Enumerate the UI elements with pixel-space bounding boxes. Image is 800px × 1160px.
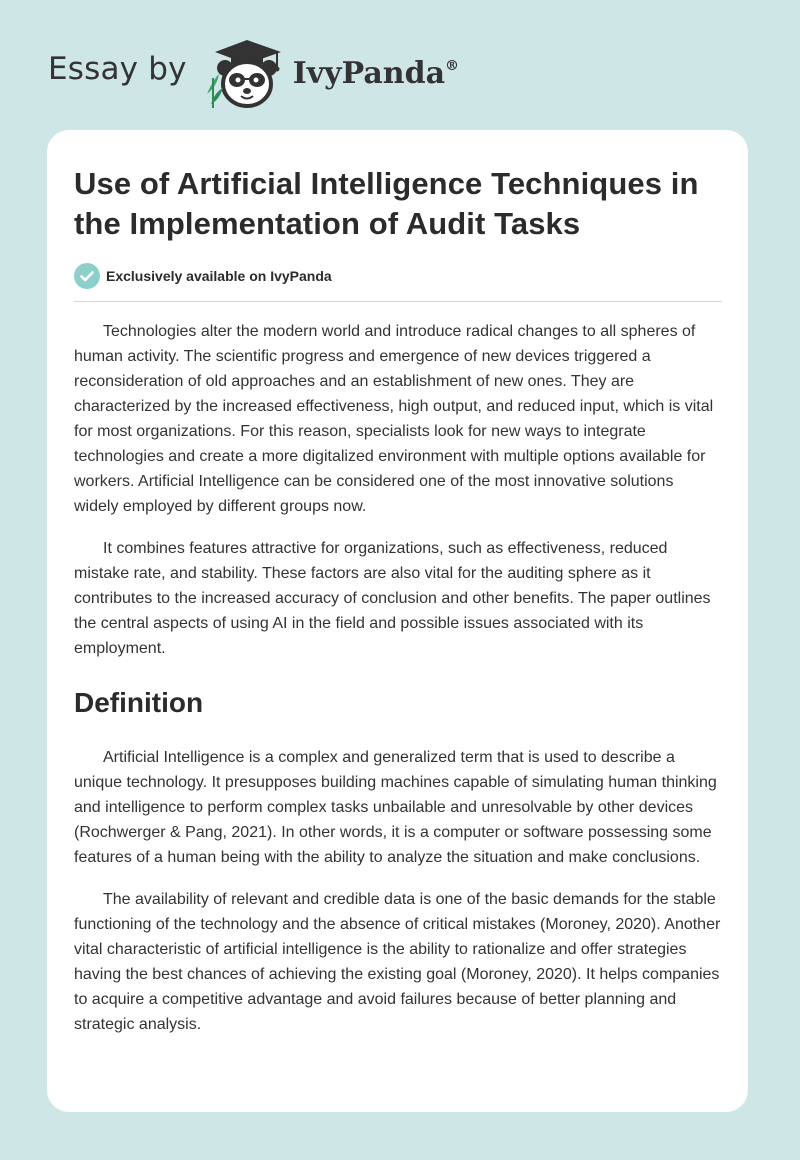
brand-prefix: Essay by (48, 51, 187, 87)
check-circle-icon (74, 263, 100, 289)
section-heading: Definition (74, 687, 204, 718)
essay-title: Use of Artificial Intelligence Techniques in the Implementation of Audit Tasks (74, 166, 699, 241)
paragraph: Artificial Intelligence is a complex and generalized term that is used to describe a unique technology. It presupposes building machines capable of simulating human thinking and intelligence to perform complex tasks unbailable and unresolvable by other devices (Rochwerger & Pang, 2021). In other words, it is a computer or software possessing some features of a human being with the ability to analyze the situation and make conclusions. (74, 749, 717, 866)
panda-logo-icon[interactable] (201, 34, 289, 110)
brand-name[interactable]: IvyPanda® (292, 55, 460, 91)
essay-body (74, 319, 722, 1037)
paragraph: It combines features attractive for organizations, such as effectiveness, reduced mistake rate, and stability. These factors are also vital for the auditing sphere as it contributes to the increased accuracy of conclusion and other benefits. The paper outlines the central aspects of using AI in the field and possible issues associated with its employment. (74, 540, 711, 657)
paragraph: Technologies alter the modern world and introduce radical changes to all spheres of human activity. The scientific progress and emergence of new devices triggered a reconsideration of old approaches and an establishment of new ones. They are characterized by the increased effectiveness, high output, and reduced input, which is vital for most organizations. For this reason, specialists look for new ways to integrate technologies and create a more digitalized environment with multiple options available for workers. Artificial Intelligence can be considered one of the most innovative solutions widely employed by different groups now. (74, 323, 714, 515)
essay-card (47, 130, 748, 1112)
site-header (48, 34, 459, 110)
exclusive-badge (74, 262, 722, 290)
divider (74, 301, 722, 302)
paragraph: The availability of relevant and credible data is one of the basic demands for the stable functioning of the technology and the absence of critical mistakes (Moroney, 2020). Another vital characteristic of artificial intelligence is the ability to rationalize and offer strategies having the best chances of achieving the existing goal (Moroney, 2020). It helps companies to acquire a competitive advantage and avoid failures because of better planning and strategic analysis. (74, 891, 721, 1033)
badge-label: Exclusively available on IvyPanda (106, 268, 332, 284)
